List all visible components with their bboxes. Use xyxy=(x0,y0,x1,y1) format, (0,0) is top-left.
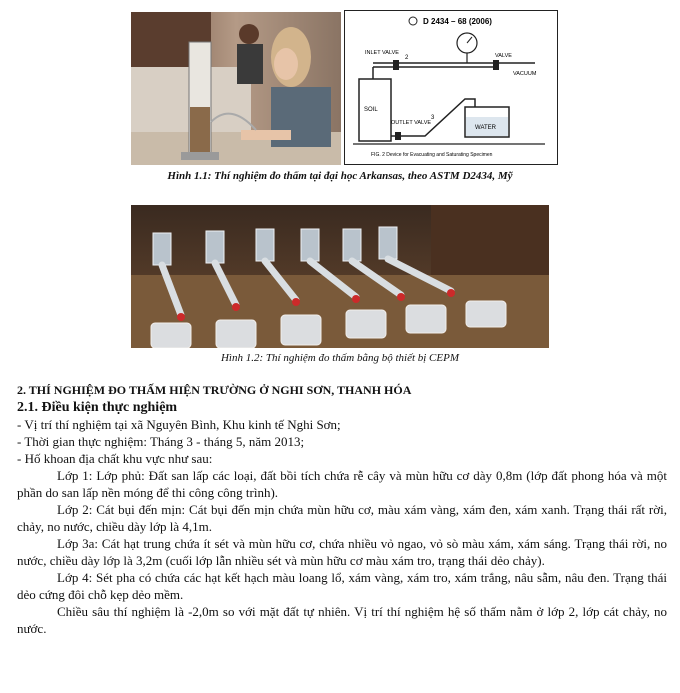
soil-label: SOIL xyxy=(364,107,378,113)
bullet-item: - Hố khoan địa chất khu vực như sau: xyxy=(17,451,213,466)
cepm-apparatus-photo xyxy=(131,205,549,348)
astm-device-diagram xyxy=(344,10,558,165)
layer-4-paragraph: Lớp 4: Sét pha có chứa các hạt kết hạch màu loang lổ, xám vàng, xám tro, xám trắng, nâu sẫm, nâu đen. Trạng thái dẻo cứng đôi chỗ kẹp dẻo mềm. xyxy=(17,570,667,602)
inlet-valve-label: INLET VALVE xyxy=(365,50,399,56)
document-body xyxy=(17,382,667,637)
outlet-valve-label: OUTLET VALVE xyxy=(391,120,432,126)
vacuum-label: VACUUM xyxy=(513,71,537,77)
test-depth-paragraph: Chiều sâu thí nghiệm là -2,0m so với mặt đất tự nhiên. Vị trí thí nghiệm hệ số thấm nằm ở lớp 2, lớp cát chảy, no nước. xyxy=(17,604,667,636)
water-label: WATER xyxy=(475,125,496,131)
bullet-item: - Thời gian thực nghiệm: Tháng 3 - tháng 5, năm 2013; xyxy=(17,434,305,449)
diagram-standard: D 2434 – 68 (2006) xyxy=(423,17,492,26)
pipe-number-3: 3 xyxy=(431,115,435,121)
figure-2-caption: Hình 1.2: Thí nghiệm đo thấm bằng bộ thiết bị CEPM xyxy=(220,352,459,364)
subsection-heading: 2.1. Điều kiện thực nghiệm xyxy=(17,400,178,415)
pipe-number-2: 2 xyxy=(405,55,409,61)
section-heading: 2. THÍ NGHIỆM ĐO THẤM HIỆN TRƯỜNG Ở NGHI SƠN, THANH HÓA xyxy=(17,383,412,397)
bullet-item: - Vị trí thí nghiệm tại xã Nguyên Bình, Khu kinh tế Nghi Sơn; xyxy=(17,417,341,432)
layer-3a-paragraph: Lớp 3a: Cát hạt trung chứa ít sét và mùn hữu cơ, chứa nhiều vỏ ngao, vỏ sò màu xám, xám sáng. Trạng thái rời, no nước, chiều dày lớp là 3,2m (cuối lớp lẫn nhiều sét và mùn hữu cơ màu xám tro, trạng thái dẻo chảy). xyxy=(17,536,667,568)
layer-1-paragraph: Lớp 1: Lớp phủ: Đất san lấp các loại, đất bồi tích chứa rễ cây và mùn hữu cơ dày 0,8m (lớp đất phong hóa và một phần do san lấp nền móng để thi công công trình). xyxy=(17,468,667,500)
diagram-caption: FIG. 2 Device for Evacuating and Saturating Specimen xyxy=(371,152,493,158)
valve-label: VALVE xyxy=(495,53,512,59)
layer-2-paragraph: Lớp 2: Cát bụi đến mịn: Cát bụi đến mịn chứa mùn hữu cơ, màu xám vàng, xám đen, xám xanh. Trạng thái rất rời, chảy, no nước, chiều dày lớp là 4,1m. xyxy=(17,502,667,534)
lab-photo xyxy=(131,12,341,165)
figure-1-caption: Hình 1.1: Thí nghiệm đo thấm tại đại học Arkansas, theo ASTM D2434, Mỹ xyxy=(167,170,513,182)
